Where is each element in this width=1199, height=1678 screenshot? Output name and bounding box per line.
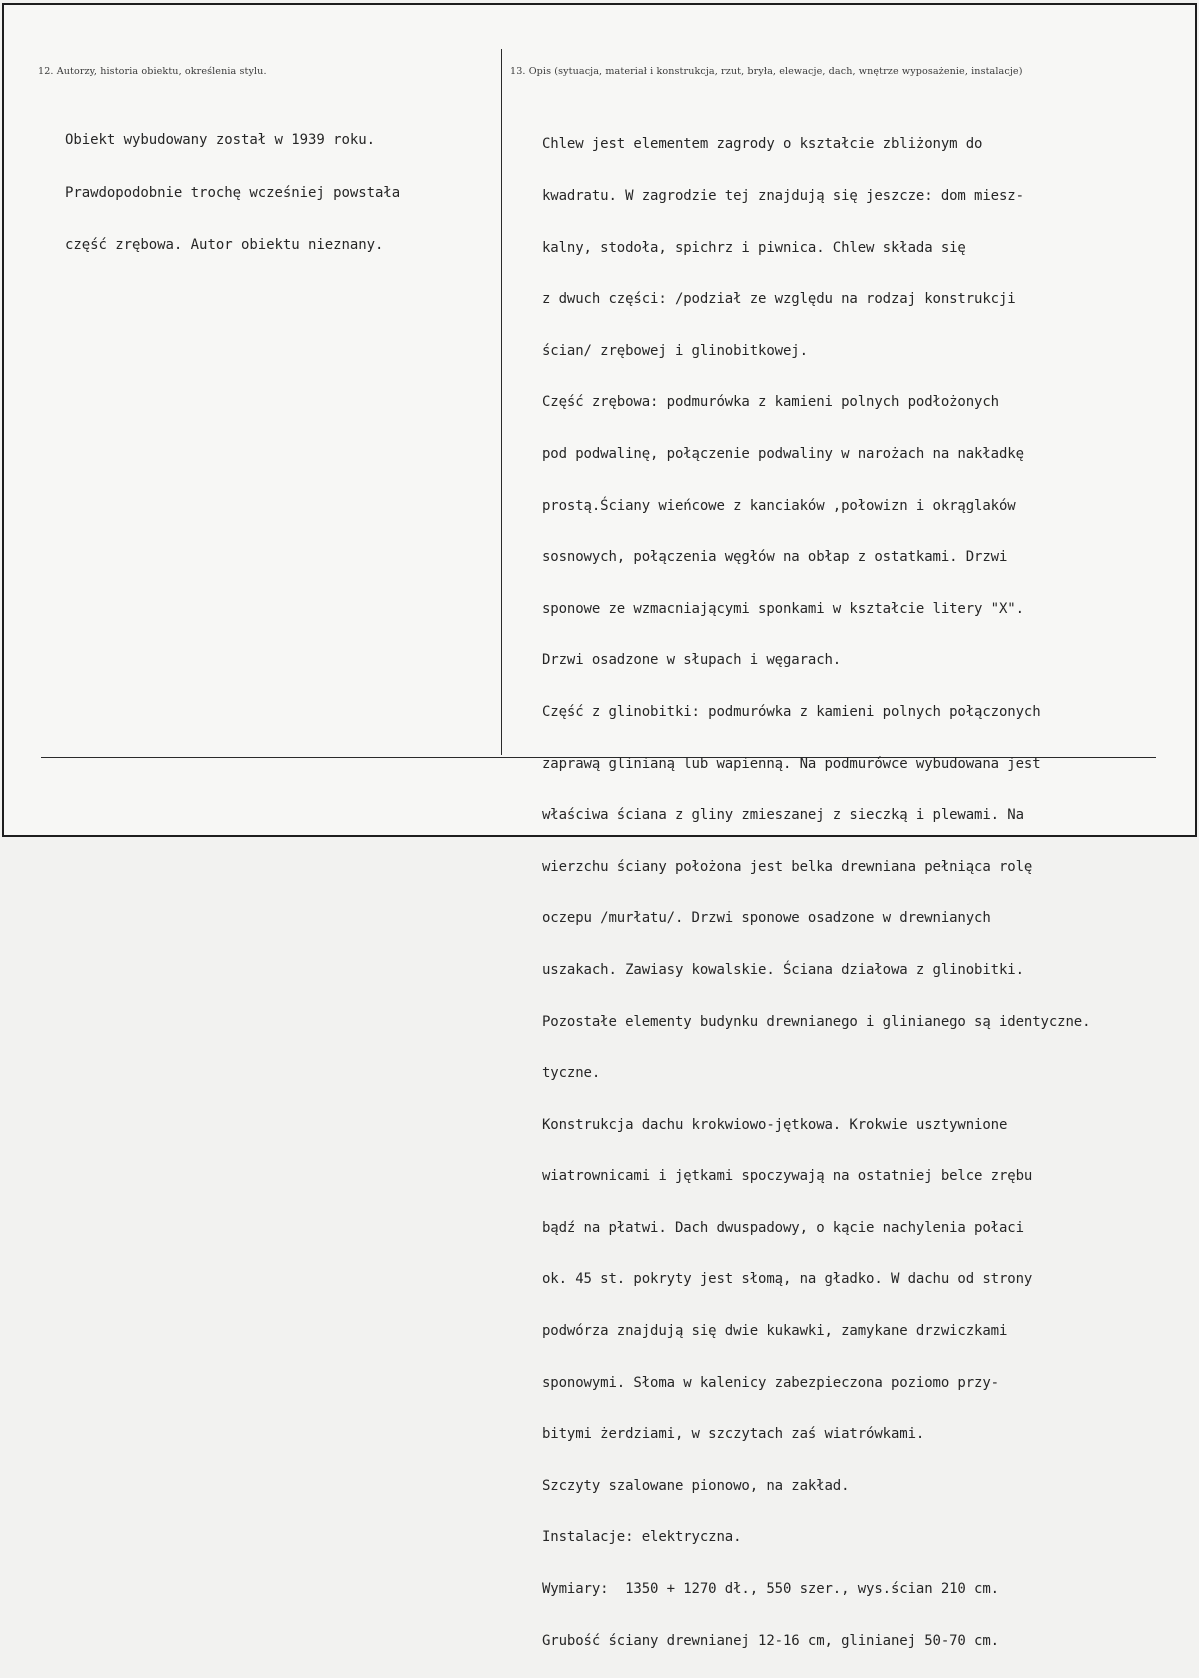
text-line: ścian/ zrębowej i glinobitkowej. xyxy=(542,342,808,359)
text-line: Drzwi osadzone w słupach i węgarach. xyxy=(542,652,842,669)
text-line: podwórza znajdują się dwie kukawki, zamykane drzwiczkami xyxy=(542,1323,1008,1340)
text-line: właściwa ściana z gliny zmieszanej z sieczką i plewami. Na xyxy=(542,807,1024,824)
text-line: bitymi żerdziami, w szczytach zaś wiatrówkami. xyxy=(542,1426,925,1443)
text-line: sponowe ze wzmacniającymi sponkami w kształcie litery "X". xyxy=(542,600,1024,617)
text-line: Prawdopodobnie trochę wcześniej powstała xyxy=(65,184,401,201)
text-line: Chlew jest elementem zagrody o kształcie zbliżonym do xyxy=(542,136,983,153)
text-line: tyczne. xyxy=(542,1065,601,1082)
authors-history-text xyxy=(65,97,400,290)
text-line: Obiekt wybudowany został w 1939 roku. xyxy=(65,132,376,148)
text-line: Część z glinobitki: podmurówka z kamieni polnych połączonych xyxy=(542,703,1041,720)
text-line: oczepu /murłatu/. Drzwi sponowe osadzone w drewnianych xyxy=(542,910,991,927)
text-line: Pozostałe elementy budynku drewnianego i glinianego są identyczne. xyxy=(542,1013,1091,1030)
text-line: pod podwalinę, połączenie podwaliny w narożach na nakładkę xyxy=(542,445,1024,462)
text-line: kalny, stodoła, spichrz i piwnica. Chlew składa się xyxy=(542,239,966,256)
text-line: bądź na płatwi. Dach dwuspadowy, o kącie nachylenia połaci xyxy=(542,1219,1024,1236)
text-line: kwadratu. W zagrodzie tej znajdują się jeszcze: dom miesz- xyxy=(542,188,1024,204)
text-line: wiatrownicami i jętkami spoczywają na ostatniej belce zrębu xyxy=(542,1168,1033,1185)
description-text xyxy=(542,102,1090,1678)
text-line: z dwuch części: /podział ze względu na rodzaj konstrukcji xyxy=(542,291,1016,308)
document-sheet xyxy=(2,3,1197,1649)
text-line: zaprawą glinianą lub wapienną. Na podmurówce wybudowana jest xyxy=(542,755,1041,772)
text-line: Szczyty szalowane pionowo, na zakład. xyxy=(542,1477,850,1494)
section-12-label: 12. Autorzy, historia obiektu, określenia stylu. xyxy=(38,66,267,77)
column-divider xyxy=(501,49,502,755)
text-line: Wymiary: 1350 + 1270 dł., 550 szer., wys.ścian 210 cm. xyxy=(542,1581,999,1598)
text-line: wierzchu ściany położona jest belka drewniana pełniąca rolę xyxy=(542,858,1033,875)
text-line: Część zrębowa: podmurówka z kamieni polnych podłożonych xyxy=(542,394,999,411)
text-line: sponowymi. Słoma w kalenicy zabezpieczona poziomo przy- xyxy=(542,1374,999,1391)
text-line: Grubość ściany drewnianej 12-16 cm, glinianej 50-70 cm. xyxy=(542,1632,999,1649)
text-line: uszakach. Zawiasy kowalskie. Ściana działowa z glinobitki. xyxy=(542,961,1024,978)
section-13-label: 13. Opis (sytuacja, materiał i konstrukcja, rzut, bryła, elewacje, dach, wnętrze wyposażenie, instalacje) xyxy=(510,66,1023,77)
text-line: sosnowych, połączenia węgłów na obłap z ostatkami. Drzwi xyxy=(542,549,1008,566)
text-line: Instalacje: elektryczna. xyxy=(542,1529,742,1546)
text-line: prostą.Ściany wieńcowe z kanciaków ,połowizn i okrąglaków xyxy=(542,497,1016,514)
text-line: część zrębowa. Autor obiektu nieznany. xyxy=(65,237,384,253)
text-line: ok. 45 st. pokryty jest słomą, na gładko. W dachu od strony xyxy=(542,1271,1033,1288)
text-line: Konstrukcja dachu krokwiowo-jętkowa. Krokwie usztywnione xyxy=(542,1116,1008,1133)
